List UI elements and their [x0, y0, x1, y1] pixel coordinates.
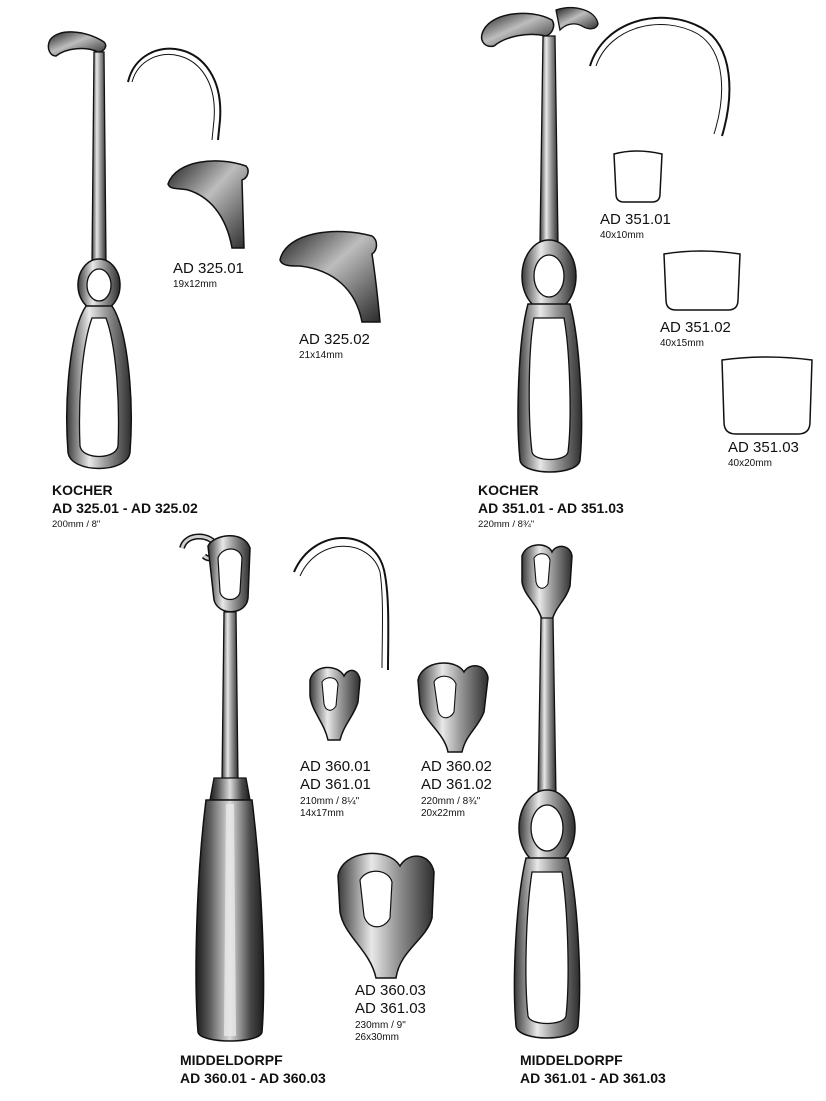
- kocher-351-profile-outline: [590, 18, 729, 136]
- variant-size-360-01: 14x17mm: [300, 808, 344, 819]
- blade-detail-325-01: [168, 161, 248, 248]
- variant-code-360-03: AD 360.03: [355, 982, 426, 999]
- variant-size-360-02: 20x22mm: [421, 808, 465, 819]
- variant-code-360-02: AD 360.02: [421, 758, 492, 775]
- group-range-middeldorpf-360: AD 360.01 - AD 360.03: [180, 1070, 326, 1086]
- kocher-325-profile-outline: [128, 49, 220, 140]
- variant-size-325-02: 21x14mm: [299, 350, 343, 361]
- variant-code-361-03: AD 361.03: [355, 1000, 426, 1017]
- group-title-middeldorpf-360: MIDDELDORPF: [180, 1052, 283, 1068]
- variant-code-325-01: AD 325.01: [173, 260, 244, 277]
- kocher-325-retractor: [48, 32, 131, 469]
- blade-detail-351-03: [722, 357, 812, 434]
- variant-size-351-01: 40x10mm: [600, 230, 644, 241]
- group-title-kocher-325: KOCHER: [52, 482, 113, 498]
- middeldorpf-360-retractor: [182, 536, 264, 1041]
- blade-detail-360-01: [310, 667, 360, 740]
- variant-size-325-01: 19x12mm: [173, 279, 217, 290]
- group-title-middeldorpf-361: MIDDELDORPF: [520, 1052, 623, 1068]
- group-range-middeldorpf-361: AD 361.01 - AD 361.03: [520, 1070, 666, 1086]
- variant-length-360-02: 220mm / 8¾": [421, 796, 481, 807]
- blade-detail-351-01: [614, 151, 662, 202]
- group-range-kocher-351: AD 351.01 - AD 351.03: [478, 500, 624, 516]
- blade-detail-351-02: [664, 251, 740, 310]
- variant-code-351-03: AD 351.03: [728, 439, 799, 456]
- variant-code-361-02: AD 361.02: [421, 776, 492, 793]
- group-range-kocher-325: AD 325.01 - AD 325.02: [52, 500, 198, 516]
- variant-length-360-01: 210mm / 8¼": [300, 796, 360, 807]
- middeldorpf-361-retractor: [514, 545, 579, 1038]
- blade-detail-325-02: [280, 231, 380, 322]
- variant-code-361-01: AD 361.01: [300, 776, 371, 793]
- group-title-kocher-351: KOCHER: [478, 482, 539, 498]
- blade-detail-360-03: [338, 853, 434, 978]
- variant-code-360-01: AD 360.01: [300, 758, 371, 775]
- blade-detail-360-02: [418, 663, 488, 752]
- variant-size-360-03: 26x30mm: [355, 1032, 399, 1043]
- middeldorpf-360-profile-outline: [294, 538, 388, 670]
- variant-code-351-01: AD 351.01: [600, 211, 671, 228]
- group-length-kocher-351: 220mm / 8¾": [478, 519, 535, 530]
- variant-code-325-02: AD 325.02: [299, 331, 370, 348]
- variant-length-360-03: 230mm / 9": [355, 1020, 406, 1031]
- variant-code-351-02: AD 351.02: [660, 319, 731, 336]
- variant-size-351-03: 40x20mm: [728, 458, 772, 469]
- group-length-kocher-325: 200mm / 8": [52, 519, 101, 530]
- kocher-351-retractor: [482, 8, 598, 472]
- variant-size-351-02: 40x15mm: [660, 338, 704, 349]
